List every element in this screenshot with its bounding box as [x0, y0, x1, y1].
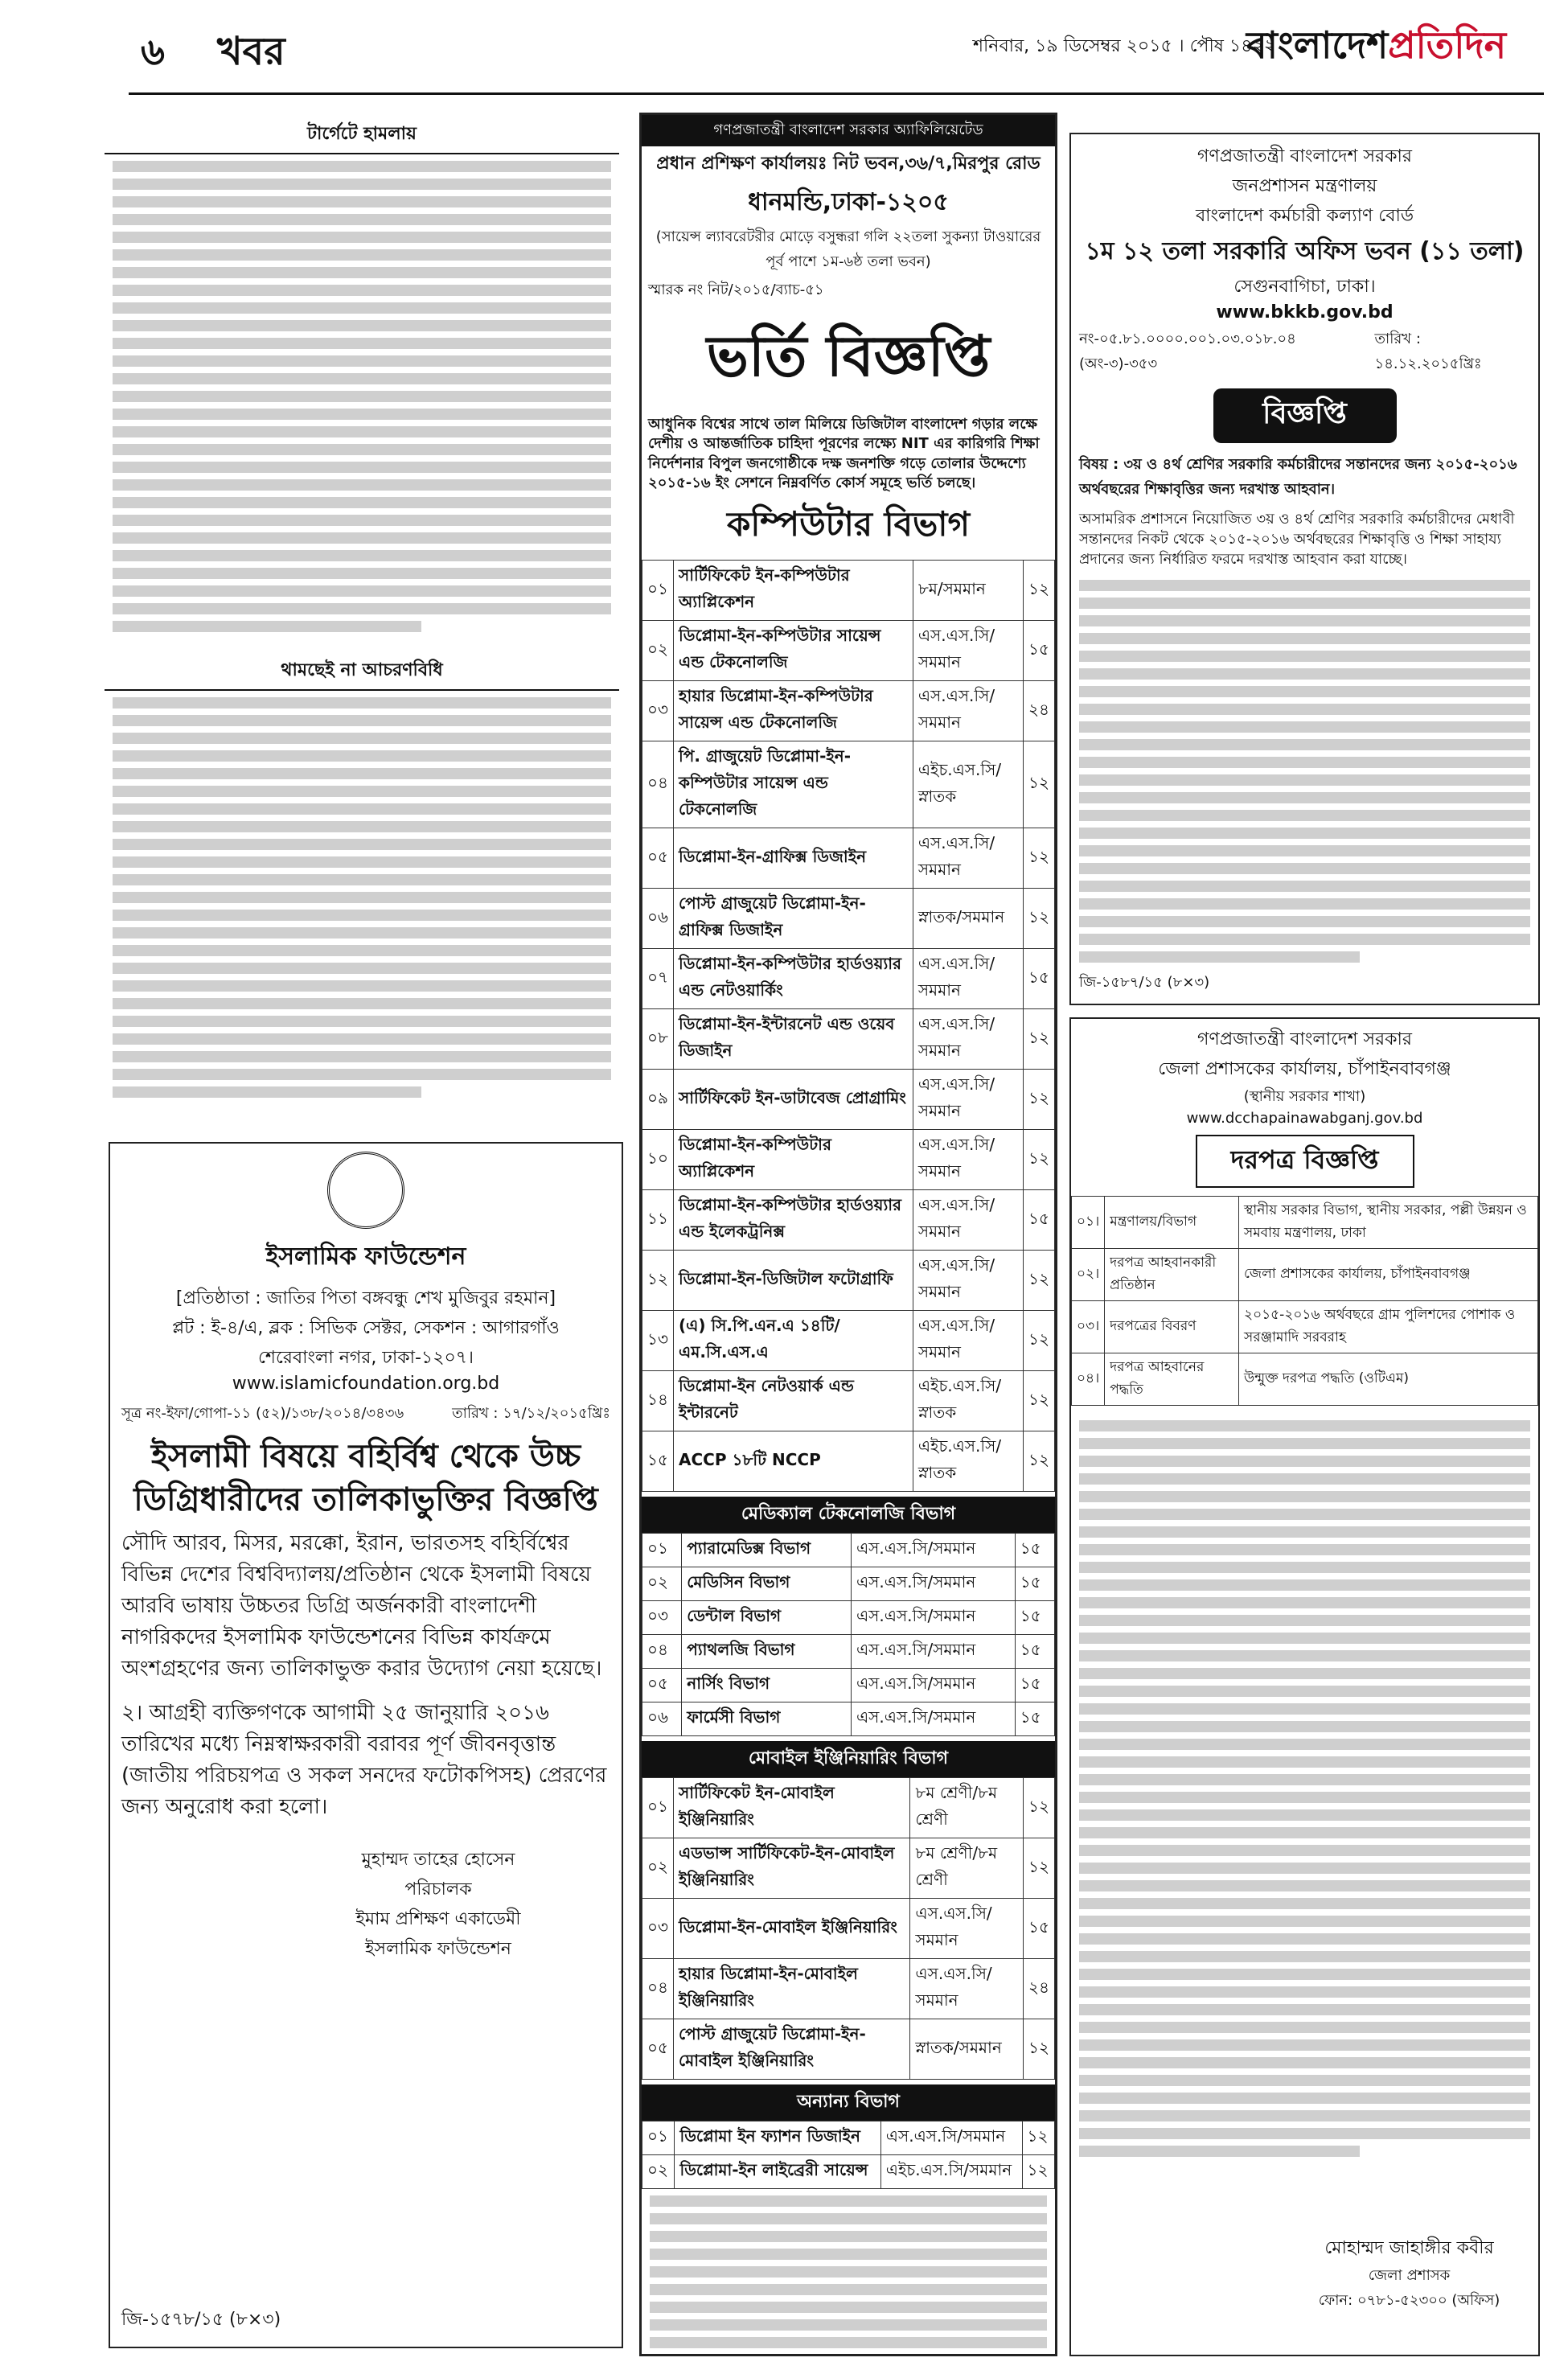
- tender-info-row: [1072, 1249, 1538, 1301]
- course-duration: ১২: [1024, 1838, 1055, 1899]
- course-duration: ২৪: [1024, 1959, 1055, 2019]
- course-qualification: এস.এস.সি/সমমান: [913, 621, 1023, 681]
- course-qualification: এস.এস.সি/সমমান: [913, 1130, 1023, 1190]
- course-name: ডিপ্লোমা-ইন-ইন্টারনেট এন্ড ওয়েব ডিজাইন: [674, 1009, 913, 1070]
- website: www.dcchapainawabganj.gov.bd: [1186, 1110, 1423, 1127]
- course-row: [642, 2121, 1055, 2155]
- course-duration: ১২: [1024, 1778, 1055, 1838]
- notice-body: সৌদি আরব, মিসর, মরক্কো, ইরান, ভারতসহ বহির্বিশ্বের বিভিন্ন দেশের বিশ্ববিদ্যালয়/প্রতিষ্ঠান থেকে ইসলামী বিষয়ে আরবি ভাষায় উচ্চতর ডিগ্রি অর্জনকারী বাংলাদেশী নাগরিকদের ইসলামিক ফাউন্ডেশনের বিভিন্ন কার্যক্রমে অংশগ্রহণের জন্য তালিকাভুক্ত করার উদ্যোগ নেয়া হয়েছে।: [121, 1531, 602, 1681]
- course-number: ১৩: [642, 1311, 674, 1371]
- course-row: [642, 889, 1055, 949]
- ministry: জনপ্রশাসন মন্ত্রণালয়: [1232, 176, 1377, 196]
- signer-name: মোহাম্মদ জাহাঙ্গীর কবীর: [1324, 2238, 1494, 2258]
- course-name: ডেন্টাল বিভাগ: [682, 1601, 852, 1635]
- course-row: [642, 1371, 1055, 1431]
- course-row: [642, 1899, 1055, 1959]
- masthead-logo: বাংলাদেশপ্রতিদিন: [1246, 23, 1507, 67]
- course-number: ০১: [642, 1534, 682, 1567]
- course-name: হায়ার ডিপ্লোমা-ইন-মোবাইল ইঞ্জিনিয়ারিং: [674, 1959, 910, 2019]
- course-number: ১১: [642, 1190, 674, 1251]
- course-row: [642, 1702, 1055, 1736]
- course-duration: ১৫: [1024, 1190, 1055, 1251]
- gd-code: জি-১৫৭৮/১৫ (৮×৩): [121, 2310, 281, 2330]
- notice-title: বিজ্ঞপ্তি: [1213, 388, 1397, 443]
- article-body: [105, 691, 619, 1141]
- course-duration: ১৫: [1015, 1702, 1054, 1736]
- gov-name: গণপ্রজাতন্ত্রী বাংলাদেশ সরকার: [1197, 1029, 1413, 1049]
- course-name: হায়ার ডিপ্লোমা-ইন-কম্পিউটার সায়েন্স এন্ড টেকনোলজি: [674, 681, 913, 741]
- course-row: [642, 1959, 1055, 2019]
- course-qualification: এস.এস.সি/সমমান: [851, 1635, 1015, 1669]
- course-name: ফার্মেসী বিভাগ: [682, 1702, 852, 1736]
- course-qualification: ৮ম/সমমান: [913, 561, 1023, 621]
- course-name: ডিপ্লোমা-ইন নেটওয়ার্ক এন্ড ইন্টারনেট: [674, 1371, 913, 1431]
- course-number: ০২: [642, 1567, 682, 1601]
- course-name: নার্সিং বিভাগ: [682, 1669, 852, 1702]
- course-row: [642, 1251, 1055, 1311]
- gd-code: জি-১৫৮৭/১৫ (৮×৩): [1079, 974, 1210, 991]
- course-duration: ১২: [1024, 1251, 1055, 1311]
- course-row: [642, 2019, 1055, 2080]
- course-duration: ১২: [1024, 561, 1055, 621]
- course-duration: ১২: [1022, 2155, 1054, 2189]
- office-name: জেলা প্রশাসকের কার্যালয়, চাঁপাইনবাবগঞ্জ: [1158, 1059, 1451, 1079]
- course-name: ডিপ্লোমা-ইন-কম্পিউটার সায়েন্স এন্ড টেকনোলজি: [674, 621, 913, 681]
- row-value: জেলা প্রশাসকের কার্যালয়, চাঁপাইনবাবগঞ্জ: [1239, 1249, 1538, 1301]
- headline-target-attack: টার্গেটে হামলায়: [105, 117, 619, 154]
- course-qualification: ৮ম শ্রেণী/৮ম শ্রেণী: [910, 1778, 1024, 1838]
- signer-title: ইমাম প্রশিক্ষণ একাডেমী: [355, 1909, 521, 1929]
- course-duration: ১২: [1024, 889, 1055, 949]
- row-number: ০২।: [1072, 1249, 1105, 1301]
- course-name: সার্টিফিকেট ইন-মোবাইল ইঞ্জিনিয়ারিং: [674, 1778, 910, 1838]
- office-address: প্রধান প্রশিক্ষণ কার্যালয়ঃ নিট ভবন,৩৬/৭,মিরপুর রোড: [656, 154, 1041, 174]
- course-duration: ১৫: [1015, 1534, 1054, 1567]
- course-qualification: এস.এস.সি/সমমান: [913, 1311, 1023, 1371]
- course-name: প্যারামেডিক্স বিভাগ: [682, 1534, 852, 1567]
- dept-other: অন্যান্য বিভাগ: [642, 2084, 1055, 2121]
- area: সেগুনবাগিচা, ঢাকা।: [1233, 277, 1376, 297]
- memo-date: তারিখ : ১৪.১২.২০১৫খ্রিঃ: [1374, 331, 1482, 372]
- notice-body: ২। আগ্রহী ব্যক্তিগণকে আগামী ২৫ জানুয়ারি ২০১৬ তারিখের মধ্যে নিম্নস্বাক্ষরকারী বরাবর পূর্ণ জীবনবৃত্তান্ত (জাতীয় পরিচয়পত্র ও সকল সনদের ফটোকপিসহ) প্রেরণের জন্য অনুরোধ করা হলো।: [121, 1701, 607, 1819]
- course-row: [642, 1130, 1055, 1190]
- course-number: ০৯: [642, 1070, 674, 1130]
- notice-subject: বিষয় : ৩য় ও ৪র্থ শ্রেণির সরকারি কর্মচারীদের সন্তানদের জন্য ২০১৫-২০১৬ অর্থবছরের শিক্ষাবৃত্তির জন্য দরখাস্ত আহবান।: [1079, 456, 1517, 498]
- row-value: স্থানীয় সরকার বিভাগ, স্থানীয় সরকার, পল্লী উন্নয়ন ও সমবায় মন্ত্রণালয়, ঢাকা: [1239, 1197, 1538, 1249]
- org-name: ইসলামিক ফাউন্ডেশন: [265, 1242, 466, 1271]
- course-number: ০৪: [642, 1635, 682, 1669]
- course-row: [642, 1778, 1055, 1838]
- course-row: [642, 1838, 1055, 1899]
- course-duration: ১৫: [1015, 1601, 1054, 1635]
- course-qualification: এইচ.এস.সি/সমমান: [880, 2155, 1022, 2189]
- course-qualification: স্নাতক/সমমান: [910, 2019, 1024, 2080]
- date-line: শনিবার, ১৯ ডিসেম্বর ২০১৫ । পৌষ ১৪২২: [973, 36, 1276, 56]
- course-duration: ১৫: [1024, 949, 1055, 1009]
- course-duration: ১২: [1024, 1130, 1055, 1190]
- article-body: [105, 154, 619, 653]
- course-name: পোস্ট গ্রাজুয়েট ডিপ্লোমা-ইন-মোবাইল ইঞ্জিনিয়ারিং: [674, 2019, 910, 2080]
- gov-name: গণপ্রজাতন্ত্রী বাংলাদেশ সরকার: [1197, 146, 1413, 166]
- row-label: দরপত্র আহবানের পদ্ধতি: [1105, 1353, 1239, 1406]
- course-row: [642, 2155, 1055, 2189]
- course-number: ০৩: [642, 1899, 674, 1959]
- course-qualification: এস.এস.সি/সমমান: [851, 1534, 1015, 1567]
- course-number: ০১: [642, 2121, 675, 2155]
- course-name: ডিপ্লোমা-ইন-কম্পিউটার হার্ডওয়্যার এন্ড নেটওয়ার্কিং: [674, 949, 913, 1009]
- course-duration: ১২: [1024, 1070, 1055, 1130]
- course-row: [642, 1190, 1055, 1251]
- nit-admission-ad: [639, 113, 1057, 2356]
- course-duration: ১২: [1024, 1009, 1055, 1070]
- headline-code-of-conduct: থামছেই না আচরণবিধি: [105, 653, 619, 691]
- course-qualification: ৮ম শ্রেণী/৮ম শ্রেণী: [910, 1838, 1024, 1899]
- course-row: [642, 681, 1055, 741]
- bkkb-notice: [1069, 133, 1540, 1005]
- course-row: [642, 1534, 1055, 1567]
- course-qualification: এস.এস.সি/সমমান: [913, 1070, 1023, 1130]
- course-qualification: এস.এস.সি/সমমান: [851, 1567, 1015, 1601]
- course-qualification: এস.এস.সি/সমমান: [913, 1190, 1023, 1251]
- course-qualification: এইচ.এস.সি/স্নাতক: [913, 1431, 1023, 1492]
- course-qualification: এস.এস.সি/সমমান: [913, 1251, 1023, 1311]
- address-line: প্লট : ই-৪/এ, ব্লক : সিভিক সেক্টর, সেকশন : আগারগাঁও: [172, 1318, 560, 1338]
- row-value: ২০১৫-২০১৬ অর্থবছরে গ্রাম পুলিশদের পোশাক ও সরঞ্জামাদি সরবরাহ: [1239, 1301, 1538, 1353]
- course-number: ০৪: [642, 741, 674, 828]
- memo-ref: স্মারক নং নিট/২০১৫/ব্যাচ-৫১: [648, 281, 824, 298]
- tender-notice: [1069, 1017, 1540, 2356]
- course-name: ডিপ্লোমা-ইন লাইব্রেরী সায়েন্স: [675, 2155, 880, 2189]
- founder-line: [প্রতিষ্ঠাতা : জাতির পিতা বঙ্গবন্ধু শেখ মুজিবুর রহমান]: [175, 1288, 556, 1308]
- course-row: [642, 561, 1055, 621]
- course-number: ০২: [642, 1838, 674, 1899]
- tender-info-row: [1072, 1301, 1538, 1353]
- notice-title: ইসলামী বিষয়ে বহির্বিশ্ব থেকে উচ্চ ডিগ্রিধারীদের তালিকাভুক্তির বিজ্ঞপ্তি: [133, 1438, 598, 1518]
- notice-title: দরপত্র বিজ্ঞপ্তি: [1196, 1135, 1414, 1188]
- course-number: ১২: [642, 1251, 674, 1311]
- course-duration: ১৫: [1015, 1635, 1054, 1669]
- memo-date: তারিখ : ১৭/১২/২০১৫খ্রিঃ: [452, 1405, 610, 1422]
- course-duration: ১২: [1024, 2019, 1055, 2080]
- course-name: ডিপ্লোমা-ইন-কম্পিউটার হার্ডওয়্যার এন্ড ইলেকট্রনিক্স: [674, 1190, 913, 1251]
- course-duration: ১৫: [1015, 1669, 1054, 1702]
- course-number: ০১: [642, 561, 674, 621]
- course-number: ০২: [642, 2155, 675, 2189]
- course-name: সার্টিফিকেট ইন-কম্পিউটার অ্যাপ্লিকেশন: [674, 561, 913, 621]
- course-duration: ১২: [1024, 1431, 1055, 1492]
- course-name: ACCP ১৮টি NCCP: [674, 1431, 913, 1492]
- course-name: ডিপ্লোমা-ইন-কম্পিউটার অ্যাপ্লিকেশন: [674, 1130, 913, 1190]
- course-duration: ১৫: [1024, 621, 1055, 681]
- course-number: ০৭: [642, 949, 674, 1009]
- course-row: [642, 1009, 1055, 1070]
- course-row: [642, 1635, 1055, 1669]
- dept-medical: মেডিক্যাল টেকনোলজি বিভাগ: [642, 1497, 1055, 1533]
- course-row: [642, 1070, 1055, 1130]
- branch-name: (স্থানীয় সরকার শাখা): [1243, 1088, 1366, 1105]
- signer-phone: ফোন: ০৭৮১-৫২৩০০ (অফিস): [1318, 2292, 1500, 2309]
- building: ১ম ১২ তলা সরকারি অফিস ভবন (১১ তলা): [1085, 237, 1525, 265]
- course-qualification: এস.এস.সি/সমমান: [910, 1959, 1024, 2019]
- course-table-medical: [642, 1533, 1055, 1736]
- course-row: [642, 741, 1055, 828]
- course-duration: ১২: [1024, 1311, 1055, 1371]
- course-qualification: স্নাতক/সমমান: [913, 889, 1023, 949]
- row-number: ০১।: [1072, 1197, 1105, 1249]
- course-table-other: [642, 2121, 1055, 2189]
- course-duration: ১২: [1022, 2121, 1054, 2155]
- ad-title: ভর্তি বিজ্ঞপ্তি: [706, 323, 991, 389]
- course-qualification: এস.এস.সি/সমমান: [851, 1702, 1015, 1736]
- course-name: ডিপ্লোমা-ইন-মোবাইল ইঞ্জিনিয়ারিং: [674, 1899, 910, 1959]
- course-qualification: এস.এস.সি/সমমান: [910, 1899, 1024, 1959]
- signer-title: জেলা প্রশাসক: [1368, 2267, 1451, 2284]
- course-number: ০২: [642, 621, 674, 681]
- course-row: [642, 1601, 1055, 1635]
- tender-schedule: [1071, 1414, 1538, 2218]
- dept-mobile: মোবাইল ইঞ্জিনিয়ারিং বিভাগ: [642, 1741, 1055, 1777]
- course-row: [642, 1567, 1055, 1601]
- tender-info-row: [1072, 1353, 1538, 1406]
- row-number: ০৪।: [1072, 1353, 1105, 1406]
- row-number: ০৩।: [1072, 1301, 1105, 1353]
- course-name: এডভান্স সার্টিফিকেট-ইন-মোবাইল ইঞ্জিনিয়ারিং: [674, 1838, 910, 1899]
- course-table-mobile: [642, 1777, 1055, 2080]
- website: www.bkkb.gov.bd: [1216, 302, 1394, 322]
- course-number: ০৮: [642, 1009, 674, 1070]
- memo-ref: নং-০৫.৮১.০০০০.০০১.০৩.০১৮.০৪ (অং-৩)-৩৫৩: [1079, 331, 1296, 372]
- website: www.islamicfoundation.org.bd: [232, 1374, 500, 1394]
- memo-ref: সূত্র নং-ইফা/গোপা-১১ (৫২)/১৩৮/২০১৪/৩৪৩৬: [121, 1405, 404, 1422]
- course-number: ০৫: [642, 2019, 674, 2080]
- course-name: ডিপ্লোমা ইন ফ্যাশন ডিজাইন: [675, 2121, 880, 2155]
- course-duration: ১২: [1024, 828, 1055, 889]
- row-label: মন্ত্রণালয়/বিভাগ: [1105, 1197, 1239, 1249]
- course-number: ০৬: [642, 889, 674, 949]
- course-name: পি. গ্রাজুয়েট ডিপ্লোমা-ইন-কম্পিউটার সায়েন্স এন্ড টেকনোলজি: [674, 741, 913, 828]
- course-qualification: এস.এস.সি/সমমান: [913, 828, 1023, 889]
- signer-name: মুহাম্মদ তাহের হোসেন: [361, 1850, 515, 1870]
- course-duration: ১২: [1024, 741, 1055, 828]
- course-number: ১৪: [642, 1371, 674, 1431]
- course-duration: ১৫: [1024, 1899, 1055, 1959]
- row-label: দরপত্র আহবানকারী প্রতিষ্ঠান: [1105, 1249, 1239, 1301]
- course-qualification: এইচ.এস.সি/স্নাতক: [913, 741, 1023, 828]
- signer-title: ইসলামিক ফাউন্ডেশন: [365, 1939, 511, 1959]
- course-qualification: এস.এস.সি/সমমান: [880, 2121, 1022, 2155]
- gov-affiliation: গণপ্রজাতন্ত্রী বাংলাদেশ সরকার অ্যাফিলিয়েটেড: [642, 115, 1055, 146]
- course-number: ০৫: [642, 828, 674, 889]
- islamic-foundation-notice: [109, 1142, 623, 2348]
- course-name: মেডিসিন বিভাগ: [682, 1567, 852, 1601]
- course-qualification: এস.এস.সি/সমমান: [913, 949, 1023, 1009]
- course-table-computer: [642, 560, 1055, 1492]
- course-name: প্যাথলজি বিভাগ: [682, 1635, 852, 1669]
- course-name: সার্টিফিকেট ইন-ডাটাবেজ প্রোগ্রামিং: [674, 1070, 913, 1130]
- course-name: (এ) সি.পি.এন.এ ১৪টি/এম.সি.এস.এ: [674, 1311, 913, 1371]
- course-number: ১৫: [642, 1431, 674, 1492]
- course-number: ০১: [642, 1778, 674, 1838]
- signer-title: পরিচালক: [404, 1879, 472, 1900]
- course-number: ০৩: [642, 681, 674, 741]
- course-number: ০৩: [642, 1601, 682, 1635]
- ad-intro: আধুনিক বিশ্বের সাথে তাল মিলিয়ে ডিজিটাল বাংলাদেশ গড়ার লক্ষে দেশীয় ও আন্তর্জাতিক চাহিদা পূরণের লক্ষ্যে NIT এর কারিগরি শিক্ষা নির্দেশনার বিপুল জনগোষ্ঠীকে দক্ষ জনশক্তি গড়ে তোলার উদ্দেশ্যে ২০১৫-১৬ ইং সেশনে নিম্নবর্ণিত কোর্স সমূহে ভর্তি চলছে।: [648, 416, 1040, 491]
- course-row: [642, 1311, 1055, 1371]
- board-name: বাংলাদেশ কর্মচারী কল্যাণ বোর্ড: [1195, 206, 1414, 226]
- dept-computer: কম্পিউটার বিভাগ: [727, 504, 970, 544]
- course-qualification: এস.এস.সি/সমমান: [913, 1009, 1023, 1070]
- islamic-foundation-logo: [327, 1152, 404, 1229]
- address-line: শেরেবাংলা নগর, ঢাকা-১২০৭।: [258, 1348, 474, 1368]
- news-column: [105, 117, 619, 1134]
- course-row: [642, 621, 1055, 681]
- course-number: ০৪: [642, 1959, 674, 2019]
- course-duration: ১৫: [1015, 1567, 1054, 1601]
- course-row: [642, 1431, 1055, 1492]
- course-name: ডিপ্লোমা-ইন-গ্রাফিক্স ডিজাইন: [674, 828, 913, 889]
- course-row: [642, 1669, 1055, 1702]
- course-duration: ১২: [1024, 1371, 1055, 1431]
- office-landmark: (সায়েন্স ল্যাবরেটরীর মোড়ে বসুন্ধরা গলি ২২তলা সুকন্যা টাওয়ারের পূর্ব পাশে ১ম-৬ষ্ঠ তলা ভবন): [655, 228, 1041, 270]
- admission-details: [642, 2189, 1055, 2356]
- course-number: ০৫: [642, 1669, 682, 1702]
- course-number: ১০: [642, 1130, 674, 1190]
- course-qualification: এস.এস.সি/সমমান: [913, 681, 1023, 741]
- course-qualification: এস.এস.সি/সমমান: [851, 1601, 1015, 1635]
- tender-info-table: [1071, 1196, 1538, 1406]
- office-city: ধানমন্ডি,ঢাকা-১২০৫: [748, 188, 949, 216]
- course-name: ডিপ্লোমা-ইন-ডিজিটাল ফটোগ্রাফি: [674, 1251, 913, 1311]
- tender-info-row: [1072, 1197, 1538, 1249]
- notice-body: অসামরিক প্রশাসনে নিয়োজিত ৩য় ও ৪র্থ শ্রেণির সরকারি কর্মচারীদের মেধাবী সন্তানদের নিকট থেকে ২০১৫-২০১৬ অর্থবছরের শিক্ষাবৃত্তি ও শিক্ষা সাহায্য প্রদানের জন্য নির্ধারিত ফরমে দরখাস্ত আহবান করা যাচ্ছে।: [1079, 511, 1515, 569]
- course-qualification: এস.এস.সি/সমমান: [851, 1669, 1015, 1702]
- course-qualification: এইচ.এস.সি/স্নাতক: [913, 1371, 1023, 1431]
- course-row: [642, 828, 1055, 889]
- section-title: খবর: [217, 29, 285, 74]
- course-row: [642, 949, 1055, 1009]
- row-value: উন্মুক্ত দরপত্র পদ্ধতি (ওটিএম): [1239, 1353, 1538, 1406]
- course-duration: ২৪: [1024, 681, 1055, 741]
- row-label: দরপত্রের বিবরণ: [1105, 1301, 1239, 1353]
- course-number: ০৬: [642, 1702, 682, 1736]
- notice-conditions: [1071, 573, 1538, 1005]
- course-name: পোস্ট গ্রাজুয়েট ডিপ্লোমা-ইন-গ্রাফিক্স ডিজাইন: [674, 889, 913, 949]
- page-number: ৬: [141, 30, 165, 73]
